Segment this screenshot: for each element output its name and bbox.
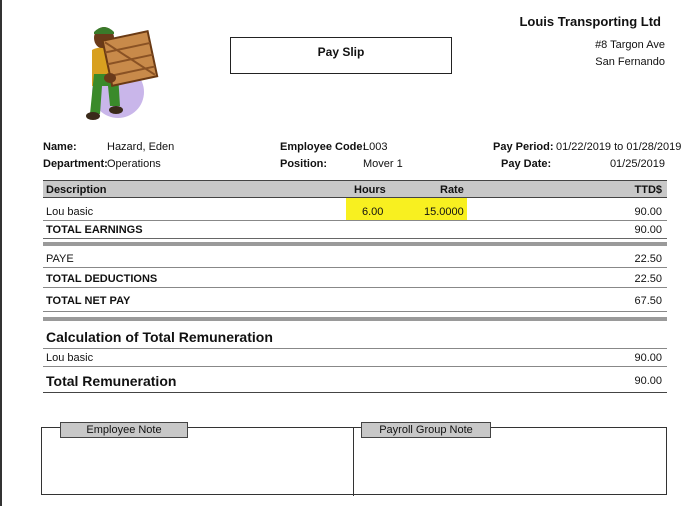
pay-date: 01/25/2019 (609, 158, 665, 170)
remuneration-amount: 90.00 (634, 352, 662, 364)
net-pay-label: TOTAL NET PAY (46, 295, 131, 307)
net-pay-row (43, 292, 667, 312)
earning-amount: 90.00 (634, 206, 662, 218)
remuneration-heading: Calculation of Total Remuneration (46, 329, 273, 345)
total-earnings-label: TOTAL EARNINGS (46, 224, 143, 236)
description-header: Description (46, 184, 107, 196)
section-divider (43, 317, 667, 321)
employee-note-label: Employee Note (86, 424, 162, 436)
remuneration-heading-row (43, 325, 667, 349)
total-remuneration-label: Total Remuneration (46, 373, 177, 389)
mover-with-crate-logo (78, 14, 164, 134)
payroll-group-note-label: Payroll Group Note (379, 424, 473, 436)
window-edge (0, 0, 2, 506)
company-name: Louis Transporting Ltd (519, 14, 661, 29)
deduction-amount: 22.50 (634, 253, 662, 265)
company-address-line1: #8 Targon Ave (595, 39, 665, 51)
table-row (43, 349, 667, 367)
notes-area (41, 424, 667, 495)
earning-rate: 15.0000 (424, 206, 464, 218)
table-row (43, 250, 667, 268)
pay-date-label: Pay Date: (501, 158, 552, 170)
remuneration-description: Lou basic (46, 352, 94, 364)
employee-code: L003 (363, 141, 388, 153)
employee-position: Mover 1 (363, 158, 403, 170)
deduction-description: PAYE (46, 253, 74, 265)
rate-header: Rate (440, 184, 464, 196)
employee-name: Hazard, Eden (107, 141, 175, 153)
pay-slip-title-box (230, 37, 452, 74)
hours-header: Hours (354, 184, 386, 196)
amount-header: TTD$ (634, 184, 662, 196)
net-pay-value: 67.50 (634, 295, 662, 307)
section-divider (43, 242, 667, 246)
table-row (43, 203, 667, 221)
total-remuneration-row (43, 369, 667, 393)
earning-description: Lou basic (46, 206, 94, 218)
notes-divider (353, 428, 354, 496)
position-label: Position: (280, 158, 328, 170)
pay-period-label: Pay Period: (493, 141, 554, 153)
total-remuneration-value: 90.00 (634, 375, 662, 387)
document-title: Pay Slip (317, 45, 365, 59)
total-deductions-value: 22.50 (634, 273, 662, 285)
employee-department: Operations (107, 158, 161, 170)
total-deductions-row (43, 270, 667, 288)
employee-note-tab (60, 422, 188, 438)
total-earnings-row (43, 221, 667, 239)
company-address-line2: San Fernando (595, 56, 665, 68)
department-label: Department: (43, 158, 108, 170)
total-earnings-value: 90.00 (634, 224, 662, 236)
earning-hours: 6.00 (362, 206, 384, 218)
earnings-header-row (43, 180, 667, 198)
name-label: Name: (43, 141, 77, 153)
pay-period: 01/22/2019 to 01/28/2019 (556, 141, 682, 153)
payroll-group-note-tab (361, 422, 491, 438)
total-deductions-label: TOTAL DEDUCTIONS (46, 273, 158, 285)
employee-code-label: Employee Code: (280, 141, 367, 153)
